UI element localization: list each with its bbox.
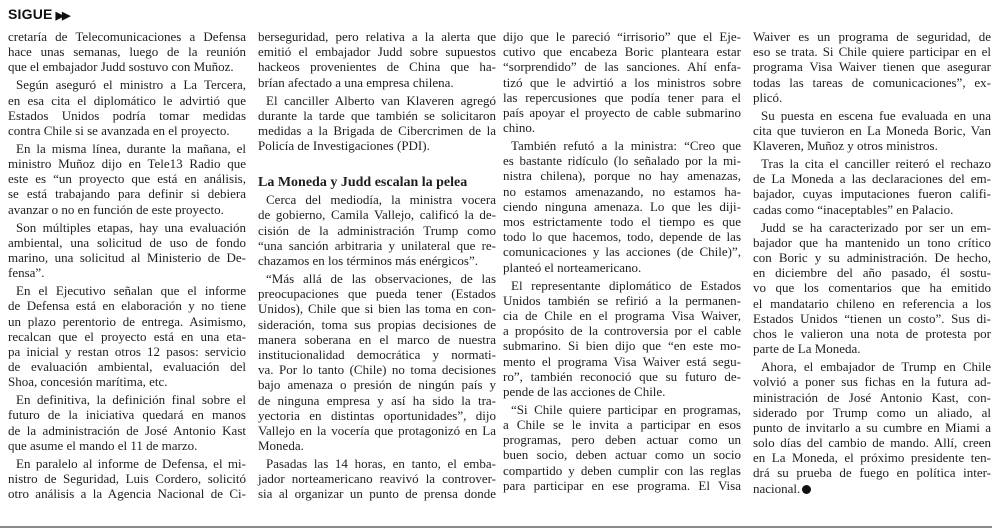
text-line (8, 265, 246, 280)
text-line-content: de ninguna empresa y así ha sido la tra- (258, 392, 496, 408)
text-line (753, 450, 991, 465)
text-line-content: solo días del cambio de mando. Allí, creen (753, 435, 991, 451)
paragraph (258, 271, 496, 453)
continued-marker (8, 6, 69, 22)
text-line (753, 108, 991, 123)
text-line (753, 250, 991, 265)
paragraph (753, 220, 991, 357)
paragraph (8, 392, 246, 453)
paragraph (8, 283, 246, 389)
text-line-content: mos estrictamente todo el tiempo es que (503, 214, 741, 230)
text-line-content: bajador que ha mantenido un tono crítico (753, 234, 991, 250)
text-line-content: un plazo perentorio de entrega. Asimismo, (8, 313, 246, 329)
text-line (258, 332, 496, 347)
text-line (503, 338, 741, 353)
text-line (258, 223, 496, 238)
text-line (8, 123, 246, 138)
paragraph (753, 29, 991, 105)
text-line-content: futuro de la iniciativa quedará en manos (8, 407, 246, 423)
text-line-content: En el Ejecutivo señalan que el informe (16, 283, 246, 299)
text-line-content: Pasadas las 14 horas, en tanto, el emba- (266, 456, 496, 472)
text-line (258, 123, 496, 138)
text-line-content: manera soberana en el marco de nuestra (258, 331, 496, 347)
text-line (503, 59, 741, 74)
text-line (258, 438, 496, 453)
text-line-content: marino, una solicitud al Ministerio de De- (8, 250, 246, 266)
text-line-content: Vallejo en la vocería que protagonizó en La (258, 422, 496, 438)
text-line (8, 108, 246, 123)
text-line (503, 293, 741, 308)
text-line (258, 347, 496, 362)
text-line-content: contra Chile si se avanzada en el proyecto. (8, 122, 230, 138)
text-line-content: nistro de Seguridad, Luis Cordero, solicitó (8, 471, 246, 487)
text-line-content: eso se trata. Si Chile quiere participar en el (753, 44, 991, 60)
text-line (8, 29, 246, 44)
text-line (503, 260, 741, 275)
text-line (503, 447, 741, 462)
text-line (753, 186, 991, 201)
text-line (8, 171, 246, 186)
text-line (8, 156, 246, 171)
text-line-content: va. Por lo tanto (Chile) no toma decisiones (258, 362, 496, 378)
text-line-content: de evaluación ambiental, evaluación del (8, 359, 246, 375)
text-line (8, 456, 246, 471)
paragraph (258, 192, 496, 268)
text-line (258, 207, 496, 222)
text-line (8, 220, 246, 235)
text-line (8, 141, 246, 156)
text-line-content: Unidos), Chile que si bien las toma en con- (258, 301, 496, 317)
text-line (258, 471, 496, 486)
text-line-content: ministro Muñoz dijo en Tele13 Radio que (8, 156, 246, 172)
text-line-content: Según aseguró el ministro a La Tercera, (16, 77, 246, 93)
text-line-content: Policía de Investigaciones (PDI). (258, 138, 430, 154)
text-line-content: Son múltiples etapas, hay una evaluación (16, 219, 246, 235)
text-line-content: drá su prueba de fuego en política inter- (753, 465, 991, 481)
text-line (753, 235, 991, 250)
text-line (8, 359, 246, 374)
text-line (258, 456, 496, 471)
text-line-content: plicó. (753, 89, 783, 105)
text-line (503, 199, 741, 214)
paragraph (258, 29, 496, 90)
text-line-content: planteó el norteamericano. (503, 259, 642, 275)
text-line-content: país apoyar el proyecto de cable submarino (503, 104, 741, 120)
text-line (8, 471, 246, 486)
text-line-content: otro análisis a la Agencia Nacional de Ci- (8, 486, 246, 502)
text-line (753, 75, 991, 90)
text-line-content: “Si Chile quiere participar en programas, (511, 401, 741, 417)
text-line (258, 29, 496, 44)
paragraph (503, 29, 741, 135)
article-column (258, 29, 496, 504)
text-line-content: comunicaciones y las acciones (de Chile)”, (503, 244, 741, 260)
text-line-content: En la misma línea, durante la mañana, el (16, 140, 246, 156)
text-line-content: pende de las acciones de Chile. (503, 383, 666, 399)
text-line-content: nistra chilena), porque no hay amenazas, (503, 168, 741, 184)
text-line (258, 192, 496, 207)
text-line-content: vo que los comentarios que ha emitido (753, 280, 991, 296)
text-line (753, 202, 991, 217)
text-line (258, 408, 496, 423)
text-line (753, 138, 991, 153)
text-line-content: sia al organizar un punto de prensa donde (258, 486, 496, 502)
paragraph (8, 77, 246, 138)
text-line (258, 75, 496, 90)
bottom-divider (0, 526, 992, 528)
text-line (8, 423, 246, 438)
text-line (503, 29, 741, 44)
text-line (8, 438, 246, 453)
text-line-content: siderado por Trump como un aliado, al (753, 404, 991, 420)
text-line-content: emitió el embajador Judd sobre supuestos (258, 44, 496, 60)
text-line (258, 138, 496, 153)
text-line-content: recalcan que el proyecto está en una eta- (8, 328, 246, 344)
text-line-content: de La Moneda a las declaraciones del em- (753, 171, 991, 187)
text-line-content: Waiver es un programa de seguridad, de (753, 29, 991, 44)
text-line (8, 314, 246, 329)
text-line-content: Shoa, concesión marítima, etc. (8, 374, 168, 390)
text-line-content: Ahora, el embajador de Trump en Chile (761, 359, 991, 375)
text-line (8, 186, 246, 201)
text-line (503, 244, 741, 259)
text-line-content: Tras la cita el canciller reiteró el rechazo (761, 156, 991, 172)
text-line-content: hace unas semanas, luego de la reunión (8, 44, 246, 60)
text-line-content: medidas a la Brigada de Cibercrimen de la (258, 122, 496, 138)
text-line-content: de gobierno, Camila Vallejo, calificó la de- (258, 207, 496, 223)
text-line (753, 420, 991, 435)
text-line (753, 341, 991, 356)
text-line-content: Judd se ha caracterizado por ser un em- (761, 219, 991, 235)
text-line-content: cutivo que encabeza Boric planteara estar (503, 44, 741, 60)
paragraph (503, 278, 741, 400)
text-line (753, 59, 991, 74)
continued-label: SIGUE (8, 6, 53, 22)
paragraph (8, 141, 246, 217)
text-line (753, 44, 991, 59)
paragraph (258, 456, 496, 502)
text-line (503, 278, 741, 293)
text-line (8, 344, 246, 359)
text-line (503, 402, 741, 417)
text-line-content: “una sanción arbitraria y unilateral que re- (258, 237, 496, 253)
text-line-content: a Chile se le invita a participar en esos (503, 417, 741, 433)
text-line-content: chos le valieron una nota de protesta por (753, 325, 991, 341)
article-column (503, 29, 741, 496)
text-line (8, 59, 246, 74)
text-line (753, 465, 991, 480)
text-line (8, 486, 246, 501)
text-line-content: todas las tareas de comunicaciones”, ex- (753, 74, 991, 90)
text-line (258, 362, 496, 377)
text-line-content: pa inicial y restan otros 12 pasos: servicio (8, 343, 246, 359)
text-line (753, 435, 991, 450)
text-line-content: El representante diplomático de Estados (511, 277, 741, 293)
section-heading: La Moneda y Judd escalan la pelea (258, 175, 468, 191)
text-line (503, 120, 741, 135)
text-line-content: para participar en ese programa. El Visa (503, 477, 741, 493)
text-line (8, 44, 246, 59)
text-line-content: cretaría de Telecomunicaciones a Defensa (8, 29, 246, 44)
text-line-content: que asume el mando el 11 de marzo. (8, 437, 198, 453)
end-of-article-dot-icon (802, 485, 811, 494)
text-line-content: bajador, cuyas imputaciones fueron califi- (753, 186, 991, 202)
text-line-content: Unidos también se refirió a la permanen- (503, 292, 741, 308)
text-line-content: Moneda. (258, 438, 304, 454)
text-line (258, 59, 496, 74)
text-line-content: Cerca del mediodía, la ministra vocera (266, 192, 496, 208)
text-line-content: También refutó a la ministra: “Creo que (511, 138, 741, 154)
text-line (503, 138, 741, 153)
text-line-content: En paralelo al informe de Defensa, el mi- (16, 455, 246, 471)
text-line (8, 329, 246, 344)
text-line-content: con Boric y su administración. De hecho, (753, 250, 991, 266)
text-line (503, 105, 741, 120)
text-line-content: fensa”. (8, 265, 45, 281)
text-line-content: chazamos en los términos más enérgicos”. (258, 253, 478, 269)
text-line-content: programas, pero deben actuar como un (503, 432, 741, 448)
text-line-content: tizó que le advirtió a los ministros sobre (503, 74, 741, 90)
text-line-content: en La Moneda, el próximo presidente ten- (753, 450, 991, 466)
text-line-content: durante la tarde que también se solicitaron (258, 107, 496, 123)
paragraph (753, 359, 991, 496)
text-line-content: sideración, toma sus propias decisiones de (258, 316, 496, 332)
text-line-content: Estados Unidos podría tomar medidas (8, 107, 246, 123)
text-line (753, 390, 991, 405)
text-line (503, 214, 741, 229)
text-line-content: Klaveren, Muñoz y otros ministros. (753, 138, 938, 154)
text-line-content: se está trabajando para definir si debiera (8, 186, 246, 202)
text-line (753, 29, 991, 44)
text-line (8, 392, 246, 407)
text-line-content: en diciembre del año pasado, él sostu- (753, 265, 991, 281)
text-line-content: “Más allá de las observaciones, de las (266, 271, 496, 287)
text-line (503, 323, 741, 338)
text-line (753, 374, 991, 389)
text-line (258, 377, 496, 392)
text-line-content: brían afectado a una empresa chilena. (258, 74, 454, 90)
text-line-content: ambiental, una solicitud de uso de fondo (8, 234, 246, 250)
text-line (753, 280, 991, 295)
text-line-content: en esa cita el diplomático le advirtió que (8, 92, 246, 108)
text-line (8, 283, 246, 298)
text-line-content: El canciller Alberto van Klaveren agregó (266, 92, 496, 108)
text-line (503, 153, 741, 168)
text-line (753, 220, 991, 235)
text-line-content: En definitiva, la definición final sobre el (16, 392, 246, 408)
text-line (8, 407, 246, 422)
text-line-content: las repercusiones que podía tener para el (503, 89, 741, 105)
text-line (503, 90, 741, 105)
text-line-content: no estamos amenazando, no estamos ha- (503, 183, 741, 199)
text-line-content: “sorprendido” de las sanciones. Ahí enfa- (503, 59, 741, 75)
paragraph (503, 138, 741, 275)
text-line-content: bajo amenaza o presión de ningún país y (258, 377, 496, 393)
text-line (503, 308, 741, 323)
text-line-content: buen socio, deben actuar como un socio (503, 447, 741, 463)
paragraph (753, 108, 991, 154)
text-line (503, 478, 741, 493)
text-line-content: mento el programa Visa Waiver está segu- (503, 353, 741, 369)
paragraph (8, 456, 246, 502)
text-line (8, 374, 246, 389)
text-line-content: de Defensa está en elaboración y no tiene (8, 298, 246, 314)
text-line-content: ciendo ninguna amenaza. Lo que les diji- (503, 198, 741, 214)
text-line-content: institucionalidad democrática y normati- (258, 346, 496, 362)
text-line-content: ministración de José Antonio Kast, con- (753, 389, 991, 405)
text-line (753, 265, 991, 280)
text-line-content: volvió a poner sus fichas en la futura ad- (753, 374, 991, 390)
text-line-content: programa Visa Waiver tienen que asegurar (753, 59, 991, 75)
paragraph (753, 156, 991, 217)
text-line (503, 184, 741, 199)
paragraph (258, 93, 496, 154)
text-line (753, 481, 991, 496)
text-line-content: yectoria en distintas oportunidades”, dijo (258, 407, 496, 423)
text-line (8, 250, 246, 265)
text-line-content: a propósito de la controversia por el cable (503, 323, 741, 339)
text-line-content: el mandatario chileno en referencia a los (753, 295, 991, 311)
text-line (503, 168, 741, 183)
text-line (258, 317, 496, 332)
text-line (258, 486, 496, 501)
text-line (503, 432, 741, 447)
text-line (8, 235, 246, 250)
text-line-content: cisión de la administración Trump como (258, 222, 496, 238)
text-line (8, 77, 246, 92)
text-line-content: jador norteamericano reavivó la controver- (258, 471, 496, 487)
text-line-content: este es “un proyecto que está en análisis, (8, 171, 246, 187)
text-line-content: submarino. Si bien dijo que “en este mo- (503, 338, 741, 354)
text-line-content: es bastante ridículo (lo señalado por la mi- (503, 153, 741, 169)
text-line (503, 384, 741, 399)
text-line (753, 156, 991, 171)
text-line (503, 75, 741, 90)
text-line (258, 253, 496, 268)
text-line (258, 271, 496, 286)
text-line (8, 298, 246, 313)
text-line-content: dijo que le pareció “irrisorio” que el Eje- (503, 29, 741, 44)
text-line (753, 311, 991, 326)
text-line (258, 238, 496, 253)
text-line (258, 393, 496, 408)
text-line (258, 423, 496, 438)
text-line-content: hackeos provenientes de China que ha- (258, 59, 496, 75)
text-line-content: nacional. (753, 480, 801, 496)
text-line-content: berseguridad, pero relativa a la alerta que (258, 29, 496, 44)
text-line-content: cia de Chile en el programa Visa Waiver, (503, 307, 741, 323)
text-line-content: que el embajador Judd sostuvo con Muñoz. (8, 59, 234, 75)
text-line (503, 417, 741, 432)
text-line (753, 326, 991, 341)
text-line (753, 359, 991, 374)
text-line-content: punto de invitarlo a su cumbre en Miami a (753, 419, 991, 435)
text-line-content: chino. (503, 120, 536, 136)
text-line (753, 90, 991, 105)
article-column (8, 29, 246, 504)
text-line-content: avanzar o no en función de este proyecto. (8, 201, 224, 217)
paragraph (8, 220, 246, 281)
text-line-content: preocupaciones que pueda tener (Estados (258, 286, 496, 302)
text-line (503, 354, 741, 369)
text-line (753, 171, 991, 186)
text-line (753, 123, 991, 138)
text-line-content: compartido y deben cumplir con las reglas (503, 462, 741, 478)
text-line (753, 296, 991, 311)
text-line (258, 108, 496, 123)
text-line-content: parte de La Moneda. (753, 341, 861, 357)
text-line-content: de la administración de José Antonio Kast (8, 422, 246, 438)
text-line (258, 44, 496, 59)
paragraph (503, 402, 741, 493)
text-line-content: Su puesta en escena fue evaluada en una (761, 107, 991, 123)
text-line (8, 93, 246, 108)
paragraph (8, 29, 246, 75)
text-line (503, 44, 741, 59)
text-line (258, 286, 496, 301)
text-line (753, 405, 991, 420)
text-line (258, 93, 496, 108)
double-arrow-icon: ▶▶ (55, 10, 69, 22)
text-line (258, 301, 496, 316)
text-line (503, 463, 741, 478)
text-line (8, 202, 246, 217)
text-line (503, 369, 741, 384)
article-column (753, 29, 991, 499)
text-line-content: todo lo que hacemos, todo, depende de las (503, 229, 741, 245)
text-line (503, 229, 741, 244)
text-line-content: cita que tuvieron en La Moneda Boric, Van (753, 122, 991, 138)
text-line-content: ro”, también reconoció que su futuro de- (503, 368, 741, 384)
text-line-content: cadas como “inaceptables” en Palacio. (753, 201, 954, 217)
text-line-content: Estados Unidos “tienen un costo”. Sus di- (753, 310, 991, 326)
